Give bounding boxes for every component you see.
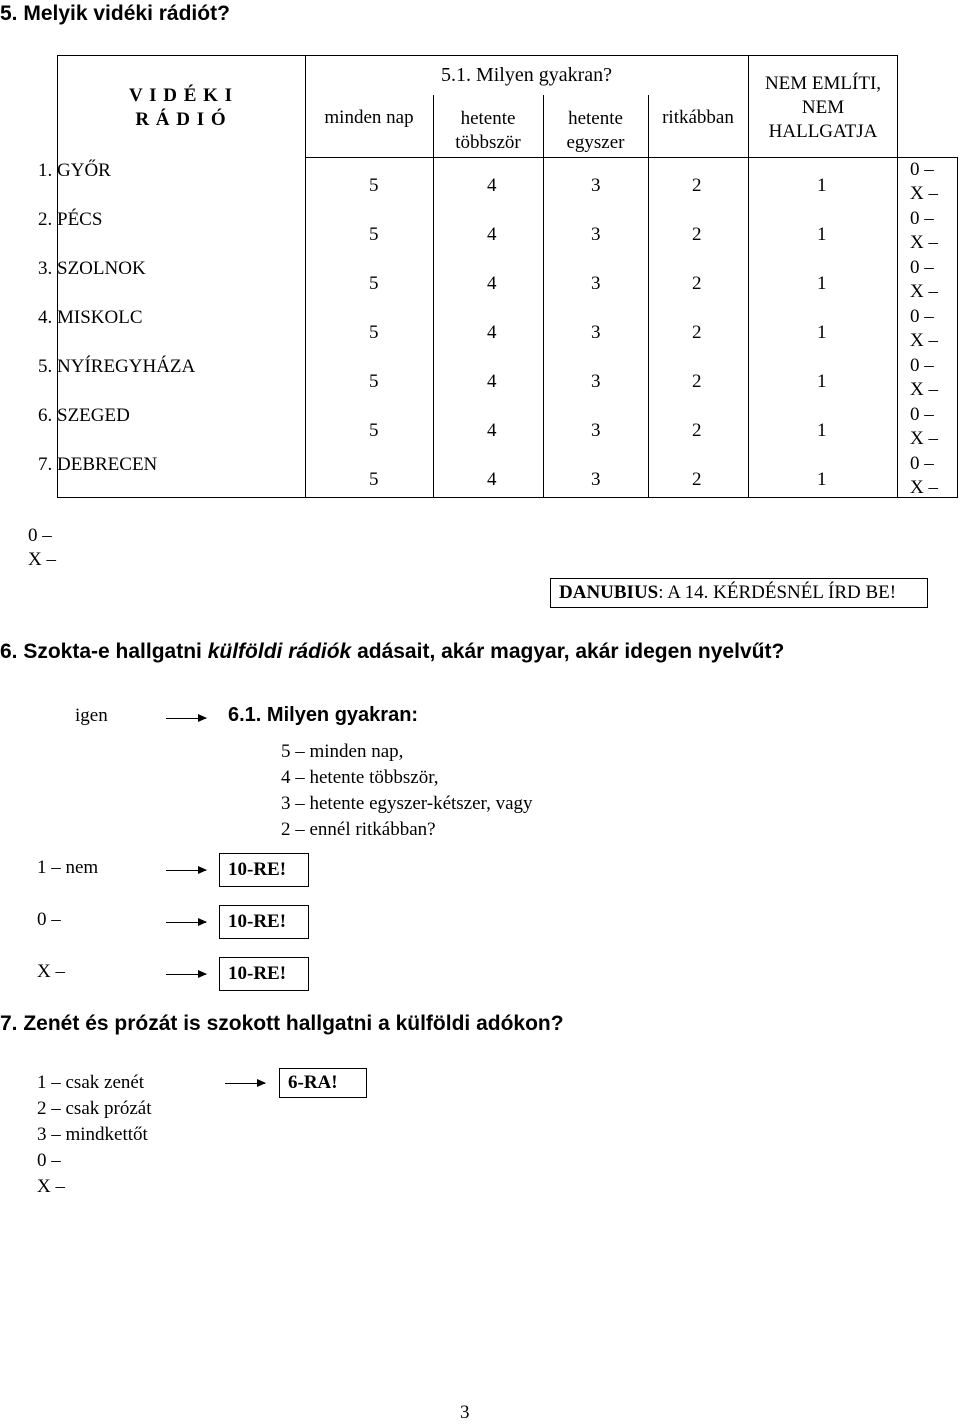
col-nem-2: NEM — [801, 97, 845, 118]
col-hetente-tobbszor — [433, 107, 543, 155]
scale-option[interactable]: 4 — [487, 420, 497, 441]
scale-option[interactable]: 3 — [591, 469, 601, 490]
danubius-instruction: : A 14. KÉRDÉSNÉL ÍRD BE! — [658, 582, 897, 603]
code-x[interactable]: X – — [910, 379, 938, 400]
scale-option[interactable]: 3 — [591, 273, 601, 294]
arrow-right-icon — [166, 718, 206, 719]
table-header-divider — [305, 157, 898, 158]
code-0[interactable]: 0 – — [910, 257, 934, 278]
scale-option[interactable]: 1 — [817, 273, 827, 294]
freq-3: 3 – hetente egyszer-kétszer, vagy — [281, 793, 533, 814]
table-top-border — [57, 55, 898, 56]
scale-option[interactable]: 4 — [487, 371, 497, 392]
station-label: 1. GYŐR — [38, 160, 111, 181]
table-bottom-border — [57, 497, 898, 498]
q7-title: 7. Zenét és prózát is szokott hallgatni a külföldi adókon? — [0, 1012, 564, 1035]
col-egyszer: egyszer — [566, 132, 625, 153]
scale-option[interactable]: 5 — [369, 469, 379, 490]
skip-box-3: 10-RE! — [219, 957, 309, 991]
danubius-label: DANUBIUS — [559, 582, 659, 603]
q6-no: 1 – nem — [37, 857, 99, 878]
header-videki: V I D É K I — [128, 85, 234, 106]
skip-box-2: 10-RE! — [219, 905, 309, 939]
q7-option-3: 3 – mindkettőt — [37, 1124, 148, 1145]
page-number: 3 — [460, 1402, 470, 1423]
code-0[interactable]: 0 – — [910, 404, 934, 425]
station-label: 3. SZOLNOK — [38, 258, 146, 279]
freq-4: 4 – hetente többször, — [281, 767, 439, 788]
code-0[interactable]: 0 – — [910, 208, 934, 229]
scale-option[interactable]: 5 — [369, 175, 379, 196]
code-0[interactable]: 0 – — [910, 355, 934, 376]
col-nem-1: NEM EMLÍTI, — [764, 73, 882, 94]
col-line-3 — [648, 95, 649, 498]
q7-option-x: X – — [37, 1176, 65, 1197]
scale-option[interactable]: 1 — [817, 175, 827, 196]
arrow-right-icon — [166, 974, 206, 975]
table-code-border — [957, 157, 958, 498]
scale-option[interactable]: 4 — [487, 224, 497, 245]
station-label: 7. DEBRECEN — [38, 454, 158, 475]
col-hetente-a: hetente — [460, 108, 516, 129]
freq-5: 5 – minden nap, — [281, 741, 404, 762]
col-nem-emliti — [748, 72, 898, 144]
scale-option[interactable]: 2 — [692, 175, 702, 196]
scale-option[interactable]: 5 — [369, 322, 379, 343]
skip-box-q7: 6-RA! — [279, 1068, 367, 1098]
scale-option[interactable]: 4 — [487, 469, 497, 490]
q6-title — [0, 640, 784, 664]
skip-box-1: 10-RE! — [219, 853, 309, 887]
scale-option[interactable]: 3 — [591, 175, 601, 196]
col-hetente-b: hetente — [568, 108, 623, 129]
q6-title-b: külföldi rádiók — [207, 640, 352, 663]
scale-option[interactable]: 1 — [817, 224, 827, 245]
q6-freq-list — [281, 739, 533, 843]
scale-option[interactable]: 2 — [692, 322, 702, 343]
station-label: 5. NYÍREGYHÁZA — [38, 356, 196, 377]
station-label: 4. MISKOLC — [38, 307, 143, 328]
scale-option[interactable]: 4 — [487, 273, 497, 294]
scale-option[interactable]: 1 — [817, 469, 827, 490]
q6-title-c: adásait, akár magyar, akár idegen nyelvűt? — [351, 640, 785, 663]
code-0[interactable]: 0 – — [910, 306, 934, 327]
scale-option[interactable]: 2 — [692, 224, 702, 245]
scale-option[interactable]: 5 — [369, 224, 379, 245]
freq-2: 2 – ennél ritkábban? — [281, 819, 436, 840]
q6-title-a: 6. Szokta-e hallgatni — [0, 640, 208, 663]
col-ritkabban: ritkábban — [662, 107, 734, 128]
arrow-right-icon — [166, 870, 206, 871]
code-x[interactable]: X – — [910, 183, 938, 204]
q7-option-2: 2 – csak prózát — [37, 1098, 152, 1119]
scale-option[interactable]: 2 — [692, 273, 702, 294]
q6-yes: igen — [75, 705, 108, 726]
code-0[interactable]: 0 – — [910, 453, 934, 474]
q5-code-x: X – — [28, 549, 56, 570]
scale-option[interactable]: 5 — [369, 371, 379, 392]
col-line-2 — [543, 95, 544, 498]
q5-code-0: 0 – — [28, 525, 52, 546]
scale-option[interactable]: 1 — [817, 371, 827, 392]
q6-1-title: 6.1. Milyen gyakran: — [228, 704, 419, 726]
code-0[interactable]: 0 – — [910, 159, 934, 180]
scale-option[interactable]: 1 — [817, 322, 827, 343]
code-x[interactable]: X – — [910, 428, 938, 449]
scale-option[interactable]: 3 — [591, 420, 601, 441]
code-x[interactable]: X – — [910, 232, 938, 253]
arrow-right-icon — [166, 922, 206, 923]
code-x[interactable]: X – — [910, 281, 938, 302]
col-line-1 — [433, 95, 434, 498]
q7-option-1: 1 – csak zenét — [37, 1072, 145, 1093]
station-label: 6. SZEGED — [38, 405, 130, 426]
scale-option[interactable]: 4 — [487, 175, 497, 196]
station-label: 2. PÉCS — [38, 209, 103, 230]
scale-option[interactable]: 2 — [692, 469, 702, 490]
col-hetente-egyszer — [543, 107, 648, 155]
scale-option[interactable]: 3 — [591, 371, 601, 392]
q6-x: X – — [37, 961, 65, 982]
col-minden-nap: minden nap — [324, 107, 414, 128]
code-x[interactable]: X – — [910, 330, 938, 351]
code-x[interactable]: X – — [910, 477, 938, 498]
q7-options — [37, 1070, 151, 1200]
scale-option[interactable]: 5 — [369, 273, 379, 294]
q5-title: 5. Melyik vidéki rádiót? — [0, 2, 230, 25]
col-tobbszor: többször — [455, 132, 521, 153]
col-nem-3: HALLGATJA — [768, 121, 878, 142]
scale-option[interactable]: 2 — [692, 420, 702, 441]
scale-option[interactable]: 3 — [591, 322, 601, 343]
header-radio: R Á D I Ó — [135, 109, 227, 130]
arrow-right-icon — [225, 1083, 265, 1084]
q6-zero: 0 – — [37, 909, 61, 930]
scale-option[interactable]: 2 — [692, 371, 702, 392]
q7-option-0: 0 – — [37, 1150, 61, 1171]
scale-option[interactable]: 5 — [369, 420, 379, 441]
danubius-note — [550, 578, 928, 608]
scale-option[interactable]: 3 — [591, 224, 601, 245]
scale-option[interactable]: 1 — [817, 420, 827, 441]
q5-1-title: 5.1. Milyen gyakran? — [440, 64, 613, 86]
scale-option[interactable]: 4 — [487, 322, 497, 343]
